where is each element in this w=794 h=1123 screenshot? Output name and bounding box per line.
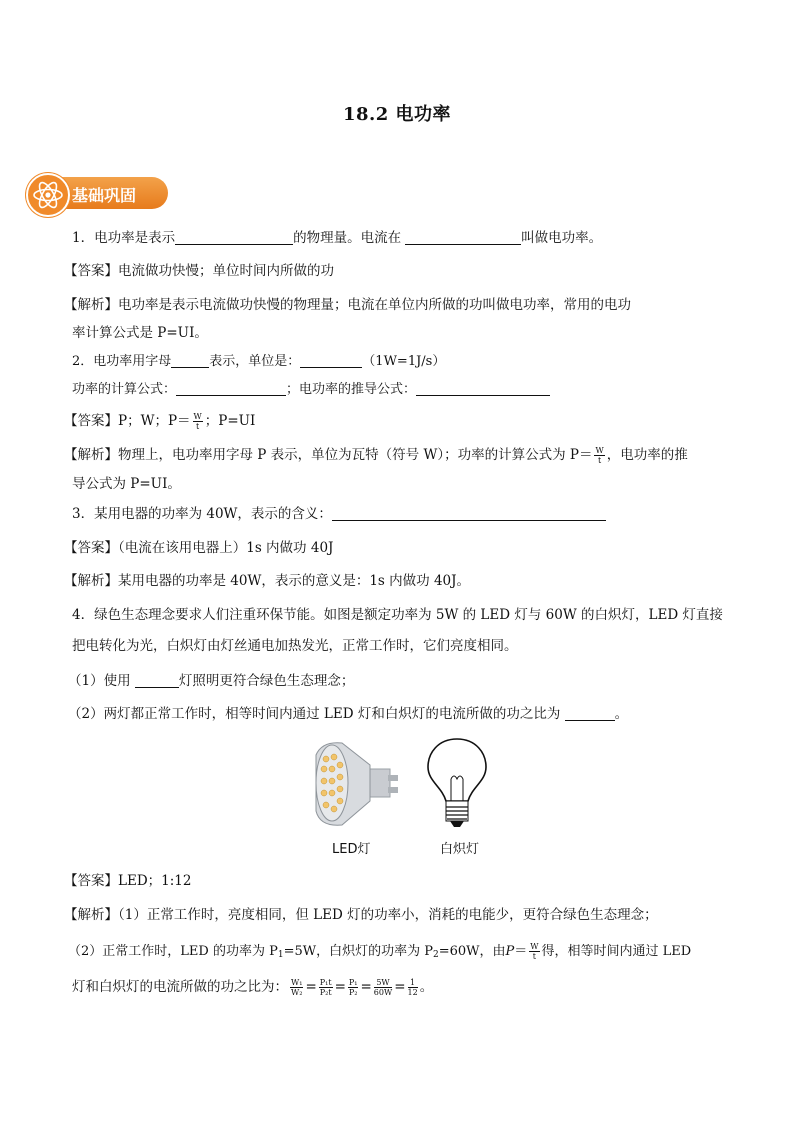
question-3-answer: 【答案】（电流在该用电器上）1s 内做功 40J — [64, 540, 334, 556]
answer-blank — [176, 380, 286, 396]
question-4-cont: 把电转化为光，白炽灯由灯丝通电加热发光，正常工作时，它们亮度相同。 — [72, 638, 518, 654]
question-3-analysis: 【解析】某用电器的功率是 40W，表示的意义是：1s 内做功 40J。 — [64, 573, 471, 589]
page-title: 18.2 电功率 — [342, 104, 452, 125]
question-4-part-1: （1）使用 灯照明更符合绿色生态理念； — [68, 673, 355, 689]
question-3: 3．某用电器的功率为 40W，表示的含义： — [72, 503, 732, 525]
question-2-answer: 【答案】P；W；P＝ $\frac{W}{t}$ ；P=UI — [64, 412, 256, 431]
led-caption: LED灯 — [332, 842, 371, 857]
answer-blank — [171, 352, 209, 368]
answer-blank — [135, 672, 179, 688]
fraction: $\frac{\text{P₁t}}{\text{P₂t}}$ — [319, 978, 332, 997]
fraction: $\frac{5W}{60W}$ — [373, 978, 393, 997]
question-2: 2．电功率用字母 表示，单位是： （1W=1J/s） — [72, 354, 446, 369]
answer-blank — [175, 229, 293, 245]
question-4: 4．绿色生态理念要求人们注重环保节能。如图是额定功率为 5W 的 LED 灯与 60W 的白炽灯，LED 灯直接 — [72, 607, 723, 623]
answer-blank — [565, 705, 615, 721]
question-1-analysis: 【解析】电功率是表示电流做功快慢的物理量；电流在单位内所做的功叫做电功率，常用的电功 — [64, 297, 631, 313]
bulb-caption: 白炽灯 — [440, 842, 480, 857]
question-2-formulas: 功率的计算公式： ；电功率的推导公式： — [72, 379, 732, 401]
answer-blank — [416, 380, 550, 396]
question-4-analysis-3: 灯和白炽灯的电流所做的功之比为： $\frac{\text{W₁}}{\text{W₂}}$ = $\frac{\text{P₁t}}{\text{P₂t}}$ = $\frac{\text{P₁}}{\text{P₂}}$ = $\frac{5W}{60W}$ = $\frac{1}{12}$ 。 — [72, 978, 434, 997]
fraction: $\frac{W}{t}$ — [193, 412, 202, 431]
fraction: $\frac{1}{12}$ — [407, 978, 418, 997]
question-2-analysis: 【解析】物理上，电功率用字母 P 表示，单位为瓦特（符号 W）；功率的计算公式为 P＝ $\frac{W}{t}$ ，电功率的推 — [64, 446, 688, 465]
question-4-part-2: （2）两灯都正常工作时，相等时间内通过 LED 灯和白炽灯的电流所做的功之比为 。 — [68, 706, 629, 722]
fraction: $\frac{W}{t}$ — [595, 446, 604, 465]
answer-blank — [332, 505, 606, 521]
question-1: 1．电功率是表示 的物理量。电流在 叫做电功率。 — [72, 230, 603, 246]
question-4-answer: 【答案】LED；1:12 — [64, 873, 192, 889]
incandescent-bulb-icon — [424, 735, 490, 835]
answer-blank — [405, 229, 521, 245]
fraction: $\frac{\text{P₁}}{\text{P₂}}$ — [348, 978, 358, 997]
question-1-analysis-cont: 率计算公式是 P=UI。 — [72, 325, 208, 341]
fraction: $\frac{W}{t}$ — [530, 942, 539, 961]
question-4-analysis-1: 【解析】（1）正常工作时，亮度相同，但 LED 灯的功率小，消耗的电能少，更符合绿色生态理念； — [64, 907, 658, 923]
atom-icon — [26, 173, 70, 217]
fraction: $\frac{\text{W₁}}{\text{W₂}}$ — [291, 978, 303, 997]
section-banner — [26, 173, 168, 213]
lamp-figure — [312, 735, 492, 860]
answer-blank — [300, 352, 362, 368]
question-4-analysis-2: （2）正常工作时，LED 的功率为 $P_1=5W$，白炽灯的功率为 $P_2=60W$，由P＝ $\frac{W}{t}$ 得，相等时间内通过 LED — [68, 942, 692, 961]
question-1-answer: 【答案】电流做功快慢；单位时间内所做的功 — [64, 263, 334, 279]
question-2-analysis-cont: 导公式为 P=UI。 — [72, 476, 181, 492]
section-label: 基础巩固 — [72, 186, 137, 205]
